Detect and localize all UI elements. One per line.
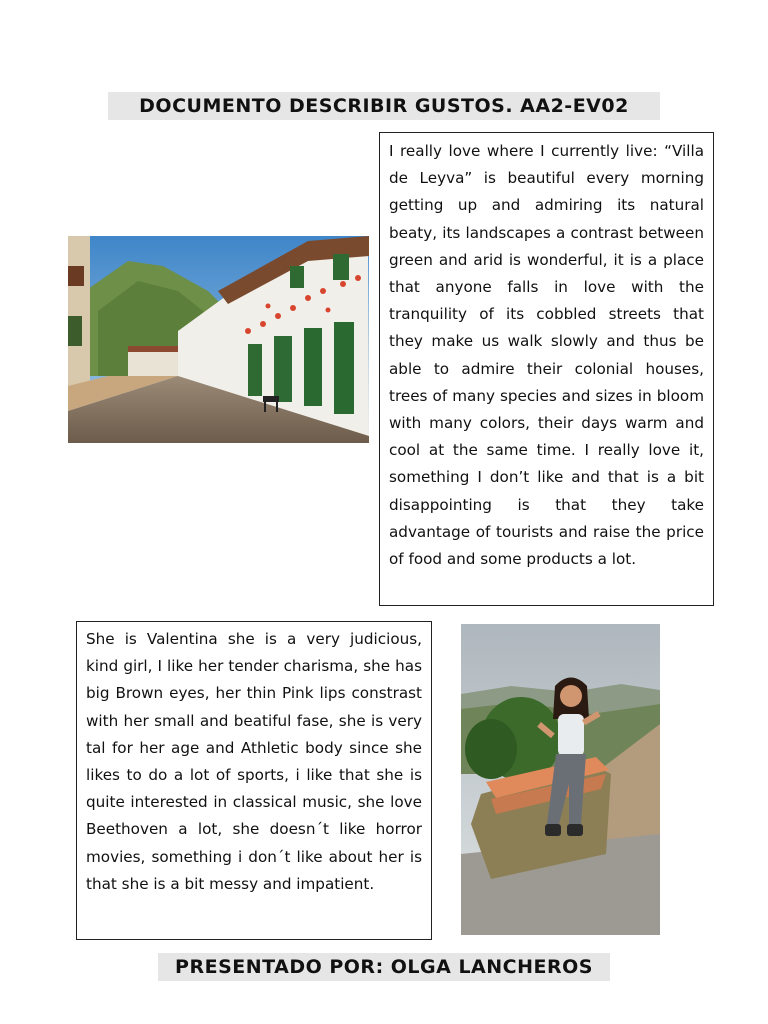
document-title: DOCUMENTO DESCRIBIR GUSTOS. AA2-EV02 <box>108 92 660 120</box>
girl-portrait-photo <box>461 624 660 935</box>
person-description-text: She is Valentina she is a very judicious, kind girl, I like her tender charisma, she has big Brown eyes, her thin Pink lips constrast with her small and beatiful fase, she is very tal for her age and Athletic body since she likes to do a lot of sports, i like that she is quite interested in classical music, she love Beethoven a lot, she doesn´t like horror movies, something i don´t like about her is that she is a bit messy and impatient. <box>76 621 432 940</box>
presenter-credit: PRESENTADO POR: OLGA LANCHEROS <box>158 953 610 981</box>
village-description-text: I really love where I currently live: “Villa de Leyva” is beautiful every morning getting up and admiring its natural beaty, its landscapes a contrast between green and arid is wonderful, it is a place that anyone falls in love with the tranquility of its cobbled streets that they make us walk slowly and thus be able to admire their colonial houses, trees of many species and sizes in bloom with many colors, their days warm and cool at the same time. I really love it, something I don’t like and that is a bit disappointing is that they take advantage of tourists and raise the price of food and some products a lot. <box>379 132 714 606</box>
colonial-street-photo <box>68 236 369 443</box>
